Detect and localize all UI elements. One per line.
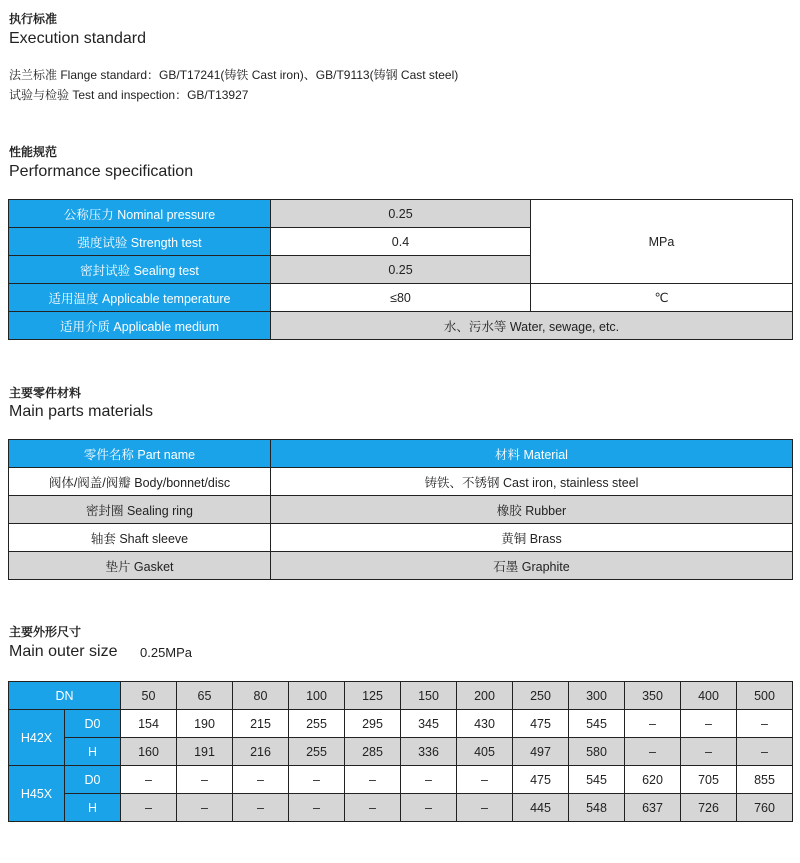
material-value: 橡胶 Rubber (271, 496, 793, 524)
param-label: H (65, 794, 121, 822)
size-value: 255 (289, 710, 345, 738)
performance-title-cn: 性能规范 (9, 145, 58, 159)
param-label: D0 (65, 710, 121, 738)
size-value: 580 (569, 738, 625, 766)
size-value: – (457, 794, 513, 822)
sealing-test-label: 密封试验 Sealing test (9, 256, 271, 284)
size-value: – (233, 766, 289, 794)
part-name: 垫片 Gasket (9, 552, 271, 580)
medium-value: 水、污水等 Water, sewage, etc. (271, 312, 793, 340)
size-value: – (345, 766, 401, 794)
size-value: – (457, 766, 513, 794)
dn-value: 65 (177, 682, 233, 710)
performance-title-en: Performance specification (9, 163, 194, 180)
size-value: 548 (569, 794, 625, 822)
param-label: D0 (65, 766, 121, 794)
size-value: 637 (625, 794, 681, 822)
size-value: 215 (233, 710, 289, 738)
size-value: – (401, 794, 457, 822)
size-value: 545 (569, 766, 625, 794)
model-name: H42X (9, 710, 65, 766)
size-title-cn: 主要外形尺寸 (9, 625, 82, 639)
part-name: 轴套 Shaft sleeve (9, 524, 271, 552)
size-value: – (121, 766, 177, 794)
size-value: 154 (121, 710, 177, 738)
dn-value: 350 (625, 682, 681, 710)
performance-table (8, 199, 793, 340)
table-row (9, 524, 793, 552)
size-value: – (177, 766, 233, 794)
size-value: 405 (457, 738, 513, 766)
table-row (9, 766, 793, 794)
test-inspection-line: 试验与检验 Test and inspection：GB/T13927 (9, 88, 249, 102)
size-title-en: Main outer size (9, 643, 118, 660)
table-row (9, 738, 793, 766)
pressure-unit: MPa (531, 200, 793, 284)
size-value: 475 (513, 766, 569, 794)
dn-value: 125 (345, 682, 401, 710)
size-value: 336 (401, 738, 457, 766)
temperature-label: 适用温度 Applicable temperature (9, 284, 271, 312)
sealing-test-value: 0.25 (271, 256, 531, 284)
dn-value: 150 (401, 682, 457, 710)
medium-label: 适用介质 Applicable medium (9, 312, 271, 340)
size-value: 345 (401, 710, 457, 738)
part-name-header: 零件名称 Part name (9, 440, 271, 468)
size-table (8, 681, 793, 822)
table-row (9, 552, 793, 580)
size-value: 216 (233, 738, 289, 766)
materials-title-cn: 主要零件材料 (9, 386, 82, 400)
size-value: – (681, 738, 737, 766)
size-value: 445 (513, 794, 569, 822)
nominal-pressure-value: 0.25 (271, 200, 531, 228)
table-row (9, 284, 793, 312)
dn-value: 80 (233, 682, 289, 710)
dn-value: 250 (513, 682, 569, 710)
dn-header-row (9, 682, 793, 710)
material-value: 铸铁、不锈钢 Cast iron, stainless steel (271, 468, 793, 496)
dn-value: 400 (681, 682, 737, 710)
part-name: 阀体/阀盖/阀瓣 Body/bonnet/disc (9, 468, 271, 496)
table-row (9, 468, 793, 496)
size-value: 285 (345, 738, 401, 766)
flange-standard-line: 法兰标准 Flange standard：GB/T17241(铸铁 Cast iron)、GB/T9113(铸钢 Cast steel) (9, 68, 459, 82)
size-value: – (681, 710, 737, 738)
dn-value: 100 (289, 682, 345, 710)
size-value: 295 (345, 710, 401, 738)
size-value: – (737, 710, 793, 738)
material-value: 石墨 Graphite (271, 552, 793, 580)
size-value: 760 (737, 794, 793, 822)
size-value: – (625, 710, 681, 738)
size-value: – (289, 794, 345, 822)
dn-value: 300 (569, 682, 625, 710)
table-row (9, 496, 793, 524)
size-value: – (233, 794, 289, 822)
size-value: 190 (177, 710, 233, 738)
size-value: 726 (681, 794, 737, 822)
execution-title-en: Execution standard (9, 30, 146, 47)
size-value: – (289, 766, 345, 794)
pressure-note: 0.25MPa (140, 645, 193, 660)
materials-title-en: Main parts materials (9, 403, 154, 420)
dn-value: 200 (457, 682, 513, 710)
size-value: – (625, 738, 681, 766)
size-value: 430 (457, 710, 513, 738)
table-row (9, 794, 793, 822)
size-value: 191 (177, 738, 233, 766)
dn-value: 500 (737, 682, 793, 710)
material-header: 材料 Material (271, 440, 793, 468)
table-header-row (9, 440, 793, 468)
size-value: 705 (681, 766, 737, 794)
size-value: 620 (625, 766, 681, 794)
size-value: – (121, 794, 177, 822)
size-value: – (177, 794, 233, 822)
size-value: – (401, 766, 457, 794)
dn-value: 50 (121, 682, 177, 710)
size-value: 160 (121, 738, 177, 766)
size-value: 855 (737, 766, 793, 794)
temperature-value: ≤80 (271, 284, 531, 312)
size-value: – (345, 794, 401, 822)
table-row (9, 200, 793, 228)
dn-label: DN (9, 682, 121, 710)
temperature-unit: ℃ (531, 284, 793, 312)
strength-test-label: 强度试验 Strength test (9, 228, 271, 256)
size-value: – (737, 738, 793, 766)
table-row (9, 710, 793, 738)
size-value: 475 (513, 710, 569, 738)
execution-title-cn: 执行标准 (9, 12, 58, 26)
strength-test-value: 0.4 (271, 228, 531, 256)
param-label: H (65, 738, 121, 766)
table-row (9, 312, 793, 340)
materials-table (8, 439, 793, 580)
material-value: 黄铜 Brass (271, 524, 793, 552)
model-name: H45X (9, 766, 65, 822)
nominal-pressure-label: 公称压力 Nominal pressure (9, 200, 271, 228)
size-value: 497 (513, 738, 569, 766)
part-name: 密封圈 Sealing ring (9, 496, 271, 524)
size-value: 545 (569, 710, 625, 738)
size-value: 255 (289, 738, 345, 766)
